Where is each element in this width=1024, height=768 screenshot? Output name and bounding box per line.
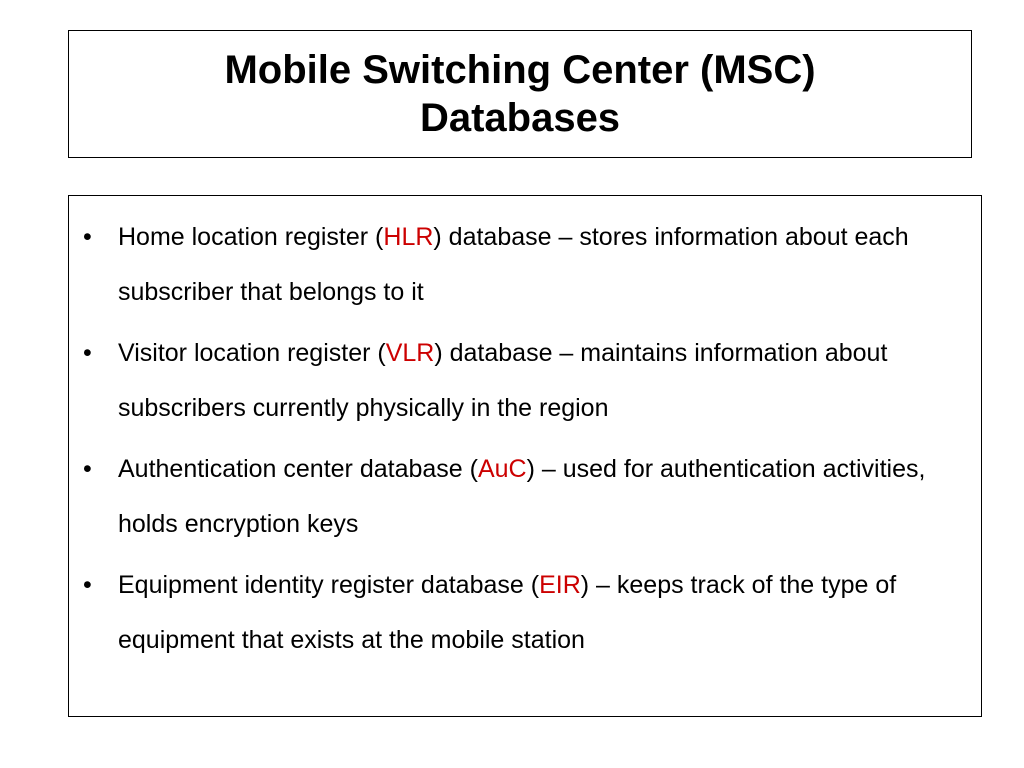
bullet-text-suffix: ) – used for authentication activities, holds encryption keys: [118, 455, 926, 538]
bullet-text-suffix: ) database – stores information about each subscriber that belongs to it: [118, 223, 909, 306]
acronym-eir: EIR: [539, 571, 581, 599]
acronym-hlr: HLR: [383, 223, 434, 251]
bullet-text-prefix: Authentication center database (: [118, 455, 478, 483]
bullet-icon: •: [83, 571, 92, 599]
bullet-icon: •: [83, 339, 92, 367]
bullet-item-hlr: [69, 210, 981, 320]
slide-title-box: [68, 30, 972, 158]
bullet-text-suffix: ) database – maintains information about subscribers currently physically in the region: [118, 339, 888, 422]
bullet-text-prefix: Home location register (: [118, 223, 384, 251]
bullet-item-eir: [69, 558, 981, 668]
acronym-auc: AuC: [477, 455, 527, 483]
slide-title-line-2: Databases: [419, 96, 621, 140]
bullet-icon: •: [83, 223, 92, 251]
slide-body-box: [68, 195, 982, 717]
slide-title-line-1: Mobile Switching Center (MSC): [224, 48, 816, 92]
bullet-list: [69, 196, 981, 668]
acronym-vlr: VLR: [385, 339, 435, 367]
bullet-text-prefix: Visitor location register (: [118, 339, 386, 367]
bullet-icon: •: [83, 455, 92, 483]
bullet-item-auc: [69, 442, 981, 552]
bullet-text-prefix: Equipment identity register database (: [118, 571, 540, 599]
bullet-item-vlr: [69, 326, 981, 436]
bullet-text-suffix: ) – keeps track of the type of equipment that exists at the mobile station: [118, 571, 897, 654]
